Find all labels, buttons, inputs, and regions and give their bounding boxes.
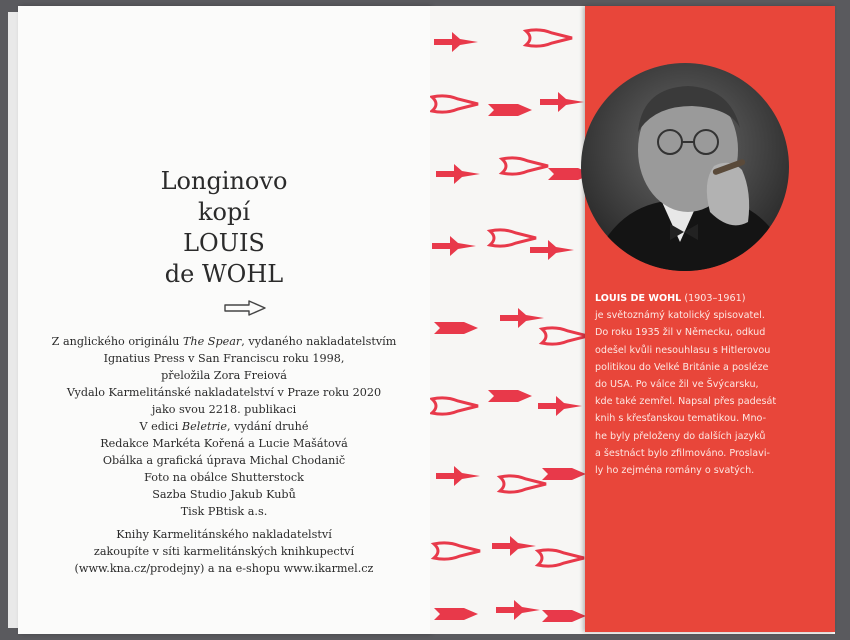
imprint-line: Tisk PBtisk a.s. <box>180 505 268 518</box>
bio-line: je světoznámý katolický spisovatel. <box>595 310 765 322</box>
imprint-line: přeložila Zora Freiová <box>161 369 287 382</box>
bio-line: kde také zemřel. Napsal přes padesát <box>595 396 777 408</box>
bio-line: he byly přeloženy do dalších jazyků <box>595 430 766 442</box>
imprint-line: jako svou 2218. publikaci <box>151 403 297 416</box>
note-line: (www.kna.cz/prodejny) a na e-shopu www.ikarmel.cz <box>74 562 374 575</box>
bio-line <box>595 290 805 307</box>
bio-line: politikou do Velké Británie a posléze <box>595 361 769 373</box>
left-page <box>18 6 430 634</box>
author-bio <box>595 290 805 479</box>
author-line-1: LOUIS <box>183 229 265 257</box>
imprint-block <box>18 333 430 520</box>
note-line: Knihy Karmelitánského nakladatelství <box>116 528 332 541</box>
bookstore-note <box>18 526 430 577</box>
title-line-2: kopí <box>197 198 251 226</box>
bio-line: ly ho zejména romány o svatých. <box>595 465 755 477</box>
imprint-line: V edici Beletrie, vydání druhé <box>139 420 309 433</box>
bio-line: do USA. Po válce žil ve Švýcarsku, <box>595 379 759 391</box>
imprint-line: Z anglického originálu The Spear, vydaného nakladatelstvím <box>51 335 397 348</box>
bio-line: odešel kvůli nesouhlasu s Hitlerovou <box>595 344 771 356</box>
title-line-1: Longinovo <box>160 167 288 195</box>
author-portrait-icon <box>580 62 790 272</box>
imprint-line: Obálka a grafická úprava Michal Chodanič <box>102 454 346 467</box>
arrow-right-icon <box>223 300 267 316</box>
bio-years: (1903–1961) <box>681 293 746 304</box>
bio-line: a šestnáct bylo zfilmováno. Proslavi- <box>595 447 770 459</box>
imprint-line: Redakce Markéta Kořená a Lucie Mašátová <box>100 437 348 450</box>
bio-line: Do roku 1935 žil v Německu, odkud <box>595 327 766 339</box>
bio-author-name: LOUIS DE WOHL <box>595 293 682 304</box>
book-title <box>18 166 430 290</box>
imprint-line: Vydalo Karmelitánské nakladatelství v Praze roku 2020 <box>66 386 382 399</box>
note-line: zakoupíte v síti karmelitánských knihkupectví <box>93 545 355 558</box>
imprint-line: Ignatius Press v San Franciscu roku 1998, <box>103 352 345 365</box>
spear-pattern-icon <box>430 6 585 634</box>
imprint-line: Sazba Studio Jakub Kubů <box>152 488 296 501</box>
imprint-line: Foto na obálce Shutterstock <box>144 471 304 484</box>
bio-line: knih s křesťanskou tematikou. Mno- <box>595 413 767 425</box>
author-line-2: de WOHL <box>164 260 284 288</box>
